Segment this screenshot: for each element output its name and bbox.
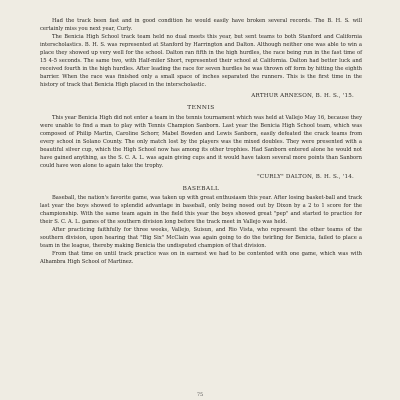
baseball-heading: BASEBALL bbox=[182, 185, 220, 192]
baseball-paragraph-1: Baseball, the nation's favorite game, was taken up with great enthusiasm this year. After losing basket-ball and track last year the boys showed to splendid advantage in baseball, only being nosed out by Dixon by a 2 to 1 score for the championship. With the same team again in the field this year the boys showed great "pep" and started to practice for their S. C. A. L. games of the southern division long before the track meet in Vallejo was held. bbox=[40, 194, 362, 226]
track-paragraph-2: The Benicia High School track team held no dual meets this year, but sent teams to both Stanford and California interscholastics. B. H. S. was represented at Stanford by Harrington and Dalton. Although neither one was able to win a place they showed up very well for the school. Dalton ran fifth in the high hurdles, the race being run in the fast time of 15 4-5 seconds. The same two, with Half-miler Short, represented their school at California. Dalton had better luck and received fourth in the high hurdles. After leading the race for seven hurdles he was thrown off form by hitting the eighth barrier. When the race was finished only a small space of inches separated the runners. This is the first time in the history of track that Benicia High placed in the interscholastic. bbox=[40, 34, 362, 89]
tennis-heading: TENNIS bbox=[187, 105, 215, 112]
tennis-paragraph-1: This year Benicia High did not enter a team in the tennis tournament which was held at Vallejo May 16, because they were unable to find a man to play with Tennis Champion Sanborn. Last year the Benicia High School team, which was composed of Philip Martin, Caroline Schorr, Mabel Bowden and Lewis Sanborn, easily defeated the crack teams from every school in Solano County. The only match lost by the players was the mixed doubles. They were presented with a beautiful silver cup, which the High School now has among its other trophies. Had Sanborn entered alone he would not have gained anything, as the S. C. A. L. was again giving cups and it would have taken several more points than Sanborn could have won alone to again take the trophy. bbox=[40, 114, 362, 169]
baseball-paragraph-3: From that time on until track practice was on in earnest we had to be contented with one game, which was with Alhambra High School of Martinez. bbox=[40, 251, 362, 266]
page-content bbox=[40, 17, 362, 266]
baseball-paragraph-2: After practicing faithfully for three weeks, Vallejo, Suisun, and Rio Vista, who represent the other teams of the southern division, upon hearing that "Big Six" McClain was again going to do the twirling for Benicia, failed to place a team in the league, thereby making Benicia the undisputed champion of that division. bbox=[40, 227, 362, 250]
track-paragraph-1: Had the track been fast and in good condition he would easily have broken several records. The B. H. S. will certainly miss you next year, Curly. bbox=[40, 18, 362, 33]
page-number: 75 bbox=[196, 392, 204, 398]
track-section bbox=[40, 17, 362, 100]
tennis-section bbox=[40, 104, 362, 180]
tennis-signature: "CURLY" DALTON, B. H. S., '14. bbox=[257, 173, 354, 180]
track-signature: ARTHUR ARNESON, B. H. S., '15. bbox=[251, 93, 354, 100]
baseball-section bbox=[40, 185, 362, 266]
